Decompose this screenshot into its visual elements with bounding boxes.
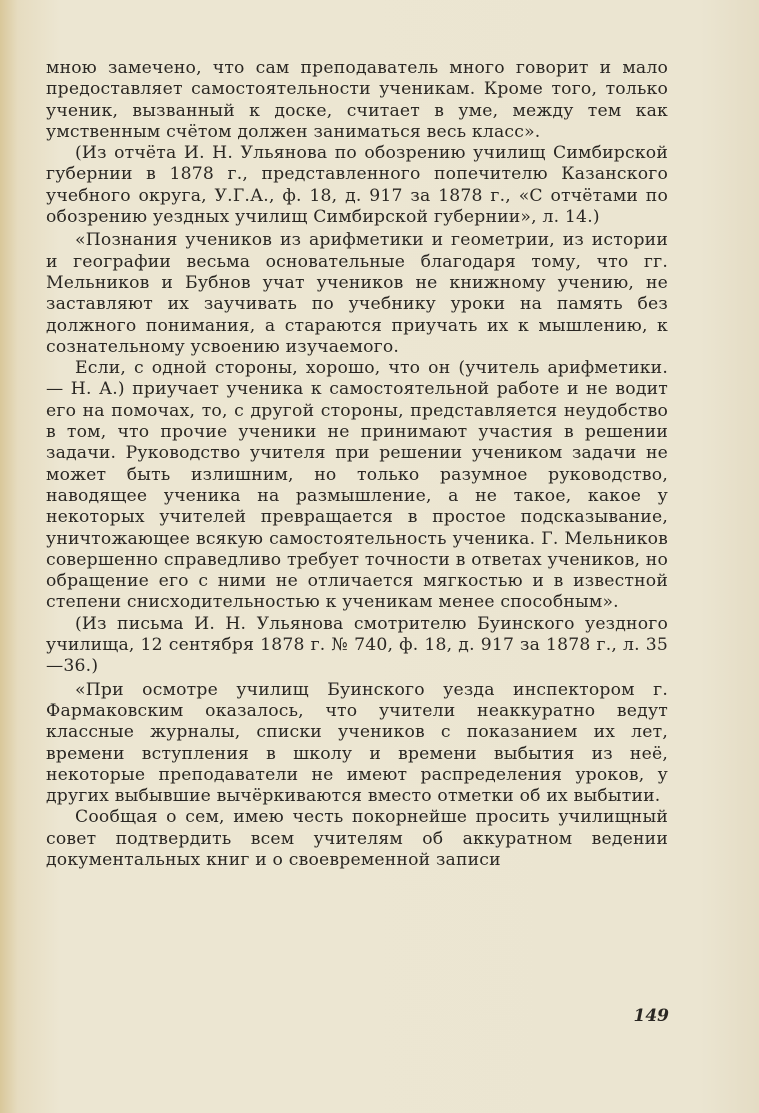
page-number: 149 [633, 1006, 669, 1026]
paragraph-quote-inspection: «При осмотре училищ Буинского уезда инспектором г. Фармаковским оказалось, что учители неаккуратно ведут классные журналы, списки учеников с показанием их лет, времени вступления в школу и времени выбытия из неё, некоторые преподаватели не имеют распределения уроков, у других выбывшие вычёркиваются вместо отметки об их выбытии. [46, 679, 668, 807]
paragraph-request: Сообщая о сем, имею честь покорнейше просить училищный совет подтвердить всем учителям об аккуратном ведении документальных книг и о своевременной записи [46, 807, 668, 870]
source-citation-report: (Из отчёта И. Н. Ульянова по обозрению училищ Симбирской губернии в 1878 г., представленного попечителю Казанского учебного округа, У.Г.А., ф. 18, д. 917 за 1878 г., «С отчётами по обозрению уездных училищ Симбирской губернии», л. 14.) [46, 143, 668, 228]
page-text [46, 58, 668, 871]
paragraph-continuation: мною замечено, что сам преподаватель много говорит и мало предоставляет самостоятельности ученикам. Кроме того, только ученик, вызванный к доске, считает в уме, между тем как умственным счётом должен заниматься весь класс». [46, 58, 668, 142]
paragraph-quote-teacher: Если, с одной стороны, хорошо, что он (учитель арифметики. — Н. А.) приучает ученика к самостоятельной работе и не водит его на помочах, то, с другой стороны, представляется неудобство в том, что прочие ученики не принимают участия в решении задачи. Руководство учителя при решении учеником задачи не может быть излишним, но только разумное руководство, наводящее ученика на размышление, а не такое, какое у некоторых учителей превращается в простое подсказывание, уничтожающее всякую самостоятельность ученика. Г. Мельников совершенно справедливо требует точности в ответах учеников, но обращение его с ними не отличается мягкостью и в известной степени снисходительностью к ученикам менее способным». [46, 358, 668, 613]
source-citation-letter: (Из письма И. Н. Ульянова смотрителю Буинского уездного училища, 12 сентября 1878 г. № 740, ф. 18, д. 917 за 1878 г., л. 35—36.) [46, 613, 668, 677]
paragraph-quote-knowledge: «Познания учеников из арифметики и геометрии, из истории и географии весьма основательные благодаря тому, что гг. Мельников и Бубнов учат учеников не книжному учению, не заставляют их заучивать по учебнику уроки на память без должного понимания, а стараются приучать их к мышлению, к сознательному усвоению изучаемого. [46, 230, 668, 357]
